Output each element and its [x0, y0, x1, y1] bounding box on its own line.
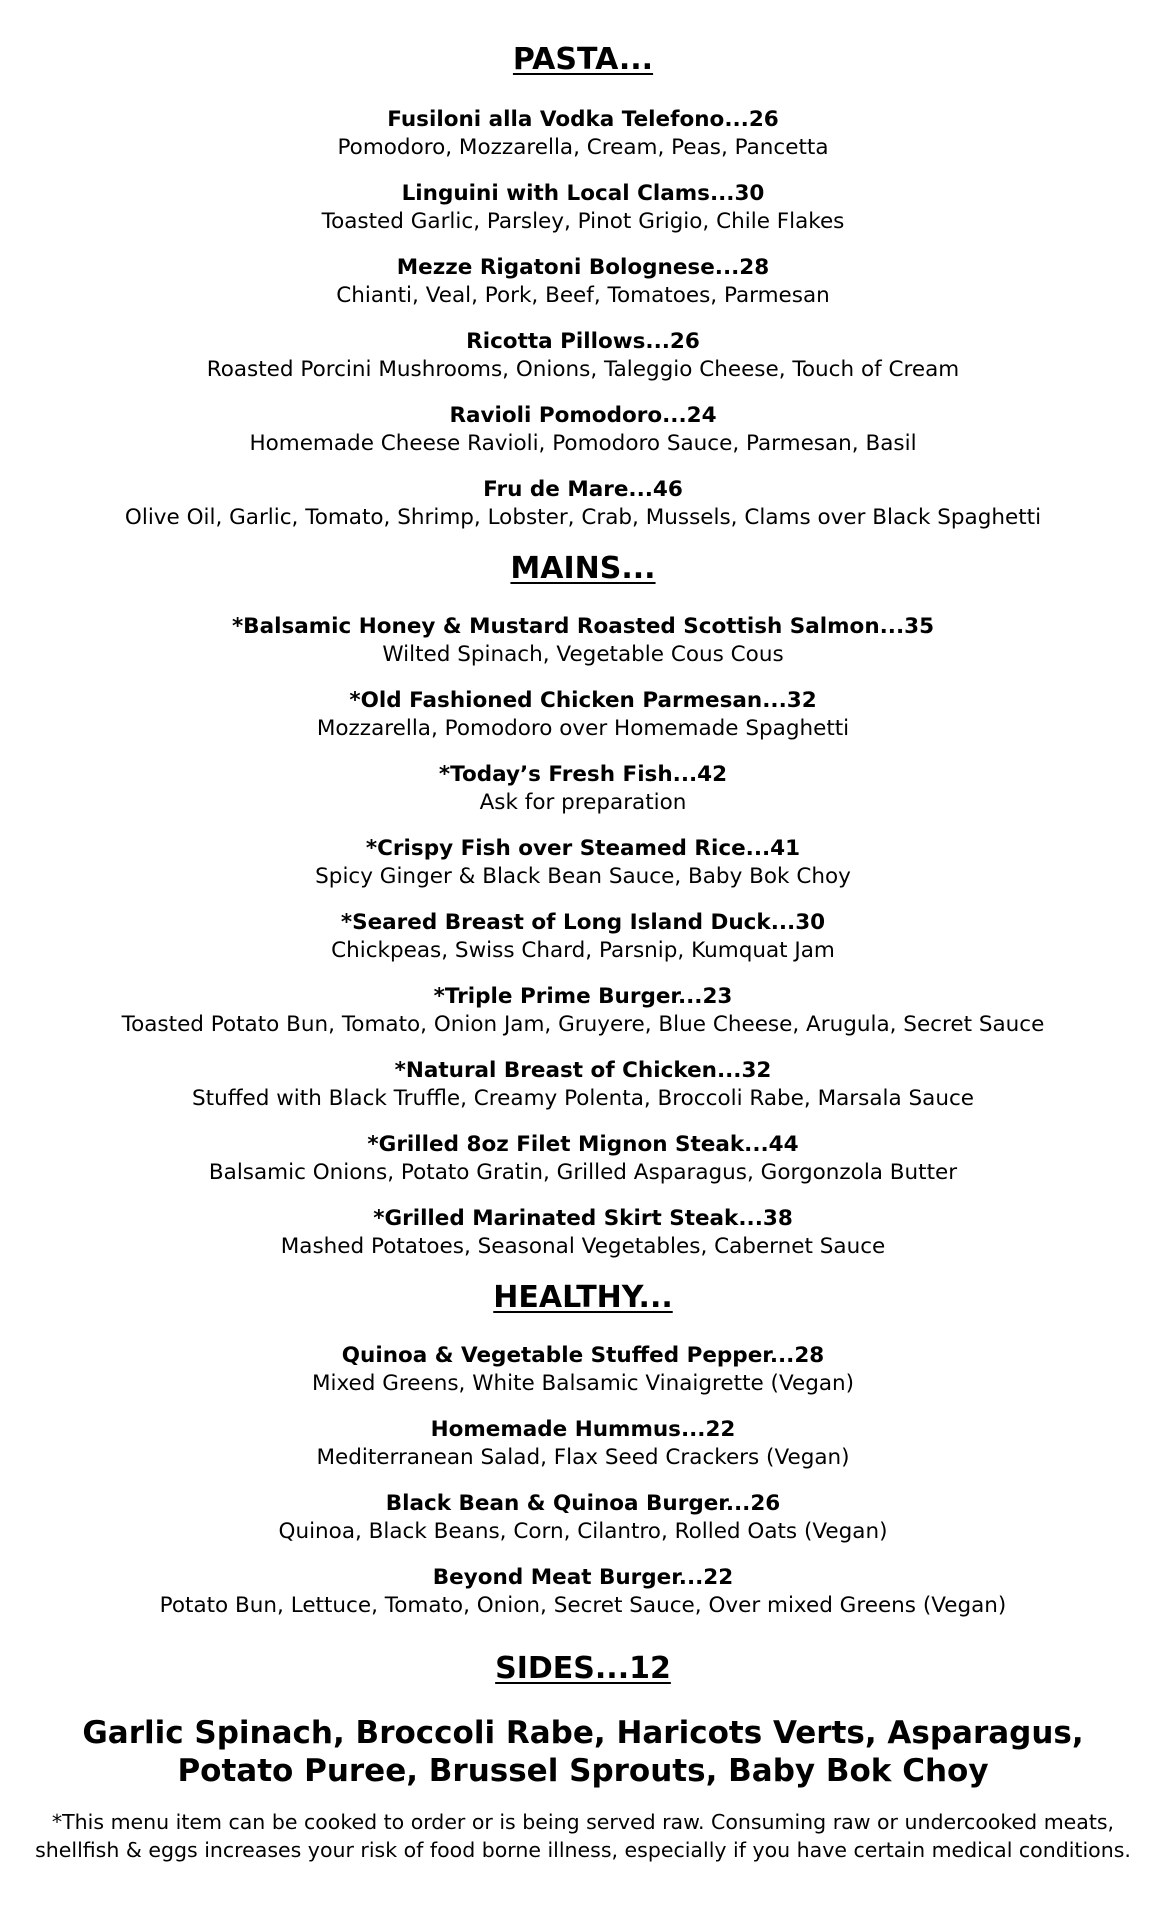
menu-item-name: Ravioli Pomodoro...24 — [449, 403, 717, 428]
menu-item — [0, 402, 1166, 458]
menu-item-name: *Seared Breast of Long Island Duck...30 — [340, 910, 826, 935]
menu-item-name: *Triple Prime Burger...23 — [433, 984, 733, 1009]
menu-item-description: Mediterranean Salad, Flax Seed Crackers (Vegan) — [316, 1445, 850, 1470]
menu-item — [0, 761, 1166, 817]
section-title-mains: MAINS... — [510, 551, 656, 586]
menu-item-description: Balsamic Onions, Potato Gratin, Grilled Asparagus, Gorgonzola Butter — [208, 1160, 958, 1185]
menu-item-description: Olive Oil, Garlic, Tomato, Shrimp, Lobster, Crab, Mussels, Clams over Black Spaghetti — [124, 505, 1042, 530]
section-title-healthy: HEALTHY... — [493, 1280, 673, 1315]
menu-item-description: Pomodoro, Mozzarella, Cream, Peas, Pancetta — [337, 135, 829, 160]
menu-item — [0, 687, 1166, 743]
menu-item-description: Chickpeas, Swiss Chard, Parsnip, Kumquat Jam — [331, 938, 835, 963]
menu-item-description: Toasted Potato Bun, Tomato, Onion Jam, Gruyere, Blue Cheese, Arugula, Secret Sauce — [121, 1012, 1045, 1037]
menu-item-name: Ricotta Pillows...26 — [466, 329, 700, 354]
menu-item-name: *Grilled Marinated Skirt Steak...38 — [373, 1206, 793, 1231]
section-title-pasta: PASTA... — [512, 42, 654, 77]
menu-item-description: Mixed Greens, White Balsamic Vinaigrette (Vegan) — [311, 1371, 855, 1396]
menu-item-description: Mozzarella, Pomodoro over Homemade Spaghetti — [316, 716, 850, 741]
menu-item-name: Linguini with Local Clams...30 — [401, 181, 765, 206]
menu-item — [0, 1564, 1166, 1620]
menu-item-name: Fusiloni alla Vodka Telefono...26 — [387, 107, 779, 132]
menu-item — [0, 1490, 1166, 1546]
menu-item-description: Wilted Spinach, Vegetable Cous Cous — [382, 642, 784, 667]
menu-item-description: Roasted Porcini Mushrooms, Onions, Taleggio Cheese, Touch of Cream — [206, 357, 960, 382]
menu-item-name: Fru de Mare...46 — [483, 477, 683, 502]
menu-item — [0, 254, 1166, 310]
menu-item — [0, 1205, 1166, 1261]
menu-item-description: Homemade Cheese Ravioli, Pomodoro Sauce, Parmesan, Basil — [249, 431, 917, 456]
menu-item-description: Mashed Potatoes, Seasonal Vegetables, Cabernet Sauce — [280, 1234, 886, 1259]
menu-item — [0, 909, 1166, 965]
menu-item — [0, 1416, 1166, 1472]
sides-list: Garlic Spinach, Broccoli Rabe, Haricots Verts, Asparagus, Potato Puree, Brussel Sprouts, Baby Bok Choy — [82, 1715, 1084, 1789]
menu-item-description: Ask for preparation — [479, 790, 687, 815]
menu-item-name: *Today’s Fresh Fish...42 — [438, 762, 728, 787]
menu-item — [0, 180, 1166, 236]
menu-item — [0, 106, 1166, 162]
menu-item — [0, 1131, 1166, 1187]
menu-item — [0, 613, 1166, 669]
menu-item — [0, 476, 1166, 532]
menu-item-name: *Balsamic Honey & Mustard Roasted Scottish Salmon...35 — [231, 614, 935, 639]
menu-item-name: Beyond Meat Burger...22 — [432, 1565, 734, 1590]
menu-item — [0, 1342, 1166, 1398]
menu-item-description: Quinoa, Black Beans, Corn, Cilantro, Rolled Oats (Vegan) — [278, 1519, 888, 1544]
menu-item-name: Mezze Rigatoni Bolognese...28 — [396, 255, 770, 280]
menu-item-name: *Old Fashioned Chicken Parmesan...32 — [349, 688, 817, 713]
menu-item — [0, 328, 1166, 384]
menu-item-description: Potato Bun, Lettuce, Tomato, Onion, Secret Sauce, Over mixed Greens (Vegan) — [159, 1593, 1007, 1618]
menu-item-name: *Natural Breast of Chicken...32 — [394, 1058, 772, 1083]
section-title-sides: SIDES...12 — [495, 1651, 671, 1686]
menu-item-name: Black Bean & Quinoa Burger...26 — [385, 1491, 781, 1516]
menu-item — [0, 983, 1166, 1039]
menu-item-description: Stuffed with Black Truffle, Creamy Polenta, Broccoli Rabe, Marsala Sauce — [192, 1086, 974, 1111]
menu-item — [0, 1057, 1166, 1113]
menu-item-description: Spicy Ginger & Black Bean Sauce, Baby Bok Choy — [315, 864, 851, 889]
disclaimer-text: *This menu item can be cooked to order or is being served raw. Consuming raw or undercooked meats, shellfish & eggs increases your risk of food borne illness, especially if you have certain medical conditions. — [35, 1810, 1131, 1862]
menu-item-description: Toasted Garlic, Parsley, Pinot Grigio, Chile Flakes — [321, 209, 845, 234]
menu-item-description: Chianti, Veal, Pork, Beef, Tomatoes, Parmesan — [336, 283, 830, 308]
menu-item-name: *Grilled 8oz Filet Mignon Steak...44 — [367, 1132, 799, 1157]
menu-item — [0, 835, 1166, 891]
menu-item-name: Homemade Hummus...22 — [430, 1417, 736, 1442]
menu-item-name: *Crispy Fish over Steamed Rice...41 — [365, 836, 801, 861]
menu-item-name: Quinoa & Vegetable Stuffed Pepper...28 — [341, 1343, 825, 1368]
